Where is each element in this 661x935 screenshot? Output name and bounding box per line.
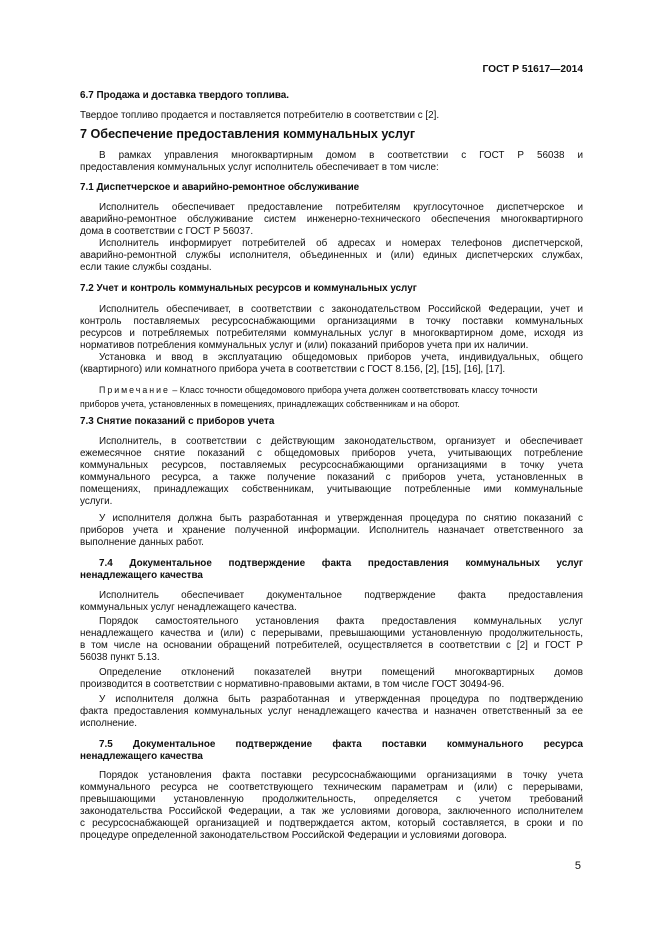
section-7-title: 7 Обеспечение предоставления коммунальных услуг xyxy=(80,127,416,141)
section-7-4-para-line: Исполнитель обеспечивает документальное подтверждение факта предоставления xyxy=(99,590,583,601)
section-7-3-title: 7.3 Снятие показаний с приборов учета xyxy=(80,416,275,427)
page-number: 5 xyxy=(574,860,581,872)
section-7-4-para-line: Порядок самостоятельного установления факта предоставления коммунальных услуг xyxy=(99,616,583,627)
section-7-2-para-line: Исполнитель обеспечивает, в соответствии с законодательством Российской Федерации, учет и xyxy=(99,304,583,315)
section-7-1-para-line: Исполнитель информирует потребителей об адресах и номерах телефонов диспетчерской, xyxy=(99,238,583,249)
section-7-2-note-line xyxy=(99,384,583,396)
section-7-3-para-line: ежемесячное снятие показаний с общедомовых приборов учета, учитывающих потребление xyxy=(80,448,583,459)
section-7-4-para-line: производится в соответствии с нормативно-правовыми актами, в том числе ГОСТ 30494-96. xyxy=(80,679,505,690)
section-7-4-title-cont: ненадлежащего качества xyxy=(80,570,203,581)
section-6-7-text: Твердое топливо продается и поставляется потребителю в соответствии с [2]. xyxy=(80,110,440,121)
section-7-5-para-line: коммунального ресурса не соответствующего техническим параметрам и (или) с перерывами, xyxy=(80,782,583,793)
section-7-2-para-line: ресурсов и потребляемых потребителями коммунальных услуг в многоквартирном доме, исходя из xyxy=(80,328,583,339)
section-7-1-para-line: дома в соответствии с ГОСТ Р 56037. xyxy=(80,226,254,237)
section-7-5-para-line: с ресурсоснабжающей организацией и подтверждается актом, который составляется, в сроки и по xyxy=(80,818,583,829)
section-7-5-title: 7.5 Документальное подтверждение факта поставки коммунального ресурса xyxy=(99,739,583,750)
note-label: Примечание xyxy=(99,385,170,395)
section-7-3-para-line: услуги. xyxy=(80,496,113,507)
section-7-4-title: 7.4 Документальное подтверждение факта предоставления коммунальных услуг xyxy=(99,558,583,569)
standard-header: ГОСТ Р 51617—2014 xyxy=(482,64,583,75)
section-7-2-title: 7.2 Учет и контроль коммунальных ресурсов и коммунальных услуг xyxy=(80,283,417,294)
section-7-4-para-line: исполнение. xyxy=(80,718,137,729)
section-7-3-para-line: выполнение данных работ. xyxy=(80,537,204,548)
section-7-5-para-line: процедуре определенной законодательством Российской Федерации и условиями договора. xyxy=(80,830,507,841)
section-7-3-para-line: помещениях, принадлежащих собственникам, учитывающие потребленные ими коммунальные xyxy=(80,484,583,495)
section-7-4-para-line: Определение отклонений показателей внутри помещений многоквартирных домов xyxy=(99,667,583,678)
section-7-4-para-line: в том числе на основании обращений потребителей, осуществляется в соответствии с [2] и ГОСТ Р xyxy=(80,640,583,651)
section-7-1-para-line: аварийно-ремонтное обслуживание систем инженерно-технического обеспечения многоквартирного xyxy=(80,214,583,225)
section-7-3-para-line: коммунальных ресурсов, поставляемых ресурсоснабжающими организациями в точку учета xyxy=(80,460,583,471)
section-7-intro-line: предоставления коммунальных услуг исполнитель обеспечивает в том числе: xyxy=(80,162,439,173)
section-7-2-para-line: контроль поставляемых ресурсоснабжающими организациями в точку поставки коммунальных xyxy=(80,316,583,327)
section-7-1-title: 7.1 Диспетчерское и аварийно-ремонтное обслуживание xyxy=(80,182,360,193)
section-7-1-para-line: Исполнитель обеспечивает предоставление потребителям круглосуточное диспетчерское и xyxy=(99,202,583,213)
section-7-3-para-line: У исполнителя должна быть разработанная и утвержденная процедура по снятию показаний с xyxy=(99,513,583,524)
section-7-4-para-line: факта предоставления коммунальных услуг ненадлежащего качества и назначен ответственный за ее xyxy=(80,706,583,717)
section-7-2-note-line: приборов учета, установленных в помещениях, принадлежащих собственникам и на оборот. xyxy=(80,399,460,409)
section-7-4-para-line: У исполнителя должна быть разработанная и утвержденная процедура по подтверждению xyxy=(99,694,583,705)
section-7-5-title-cont: ненадлежащего качества xyxy=(80,751,203,762)
section-6-7-title: 6.7 Продажа и доставка твердого топлива. xyxy=(80,90,290,101)
section-7-5-para-line: превышающими установленную продолжительность, определяется с учетом требований xyxy=(80,794,583,805)
section-7-2-para-line: Установка и ввод в эксплуатацию общедомовых приборов учета, индивидуальных, общего xyxy=(99,352,583,363)
section-7-1-para-line: если такие службы созданы. xyxy=(80,262,212,273)
section-7-intro-line: В рамках управления многоквартирным домом в соответствии с ГОСТ Р 56038 и xyxy=(99,150,583,161)
section-7-2-para-line: нормативов потребления коммунальных услуг и (или) показаний приборов учета при их наличии. xyxy=(80,340,529,351)
section-7-4-para-line: ненадлежащего качества и (или) с перерывами, превышающими установленную продолжительность, xyxy=(80,628,583,639)
section-7-3-para-line: Исполнитель, в соответствии с действующим законодательством, организует и обеспечивает xyxy=(99,436,583,447)
section-7-4-para-line: 56038 пункт 5.13. xyxy=(80,652,160,663)
section-7-2-para-line: (квартирного) или комнатного прибора учета в соответствии с ГОСТ 8.156, [2], [15], [16], [17]. xyxy=(80,364,506,375)
section-7-3-para-line: приборов учета и хранение полученной информации. Исполнитель назначает ответственного за xyxy=(80,525,583,536)
section-7-1-para-line: аварийно-ремонтной службы исполнителя, объединенных и (или) единых диспетчерских службах, xyxy=(80,250,583,261)
section-7-3-para-line: коммунального ресурса, а также получение показаний с приборов учета, установленных в xyxy=(80,472,583,483)
section-7-4-para-line: коммунальных услуг ненадлежащего качества. xyxy=(80,602,297,613)
section-7-5-para-line: законодательства Российской Федерации, а так же условиями договора, заключенного исполнителем xyxy=(80,806,583,817)
note-text: – Класс точности общедомового прибора учета должен соответствовать классу точности xyxy=(169,385,538,395)
section-7-5-para-line: Порядок установления факта поставки ресурсоснабжающими организациями в точку учета xyxy=(99,770,583,781)
